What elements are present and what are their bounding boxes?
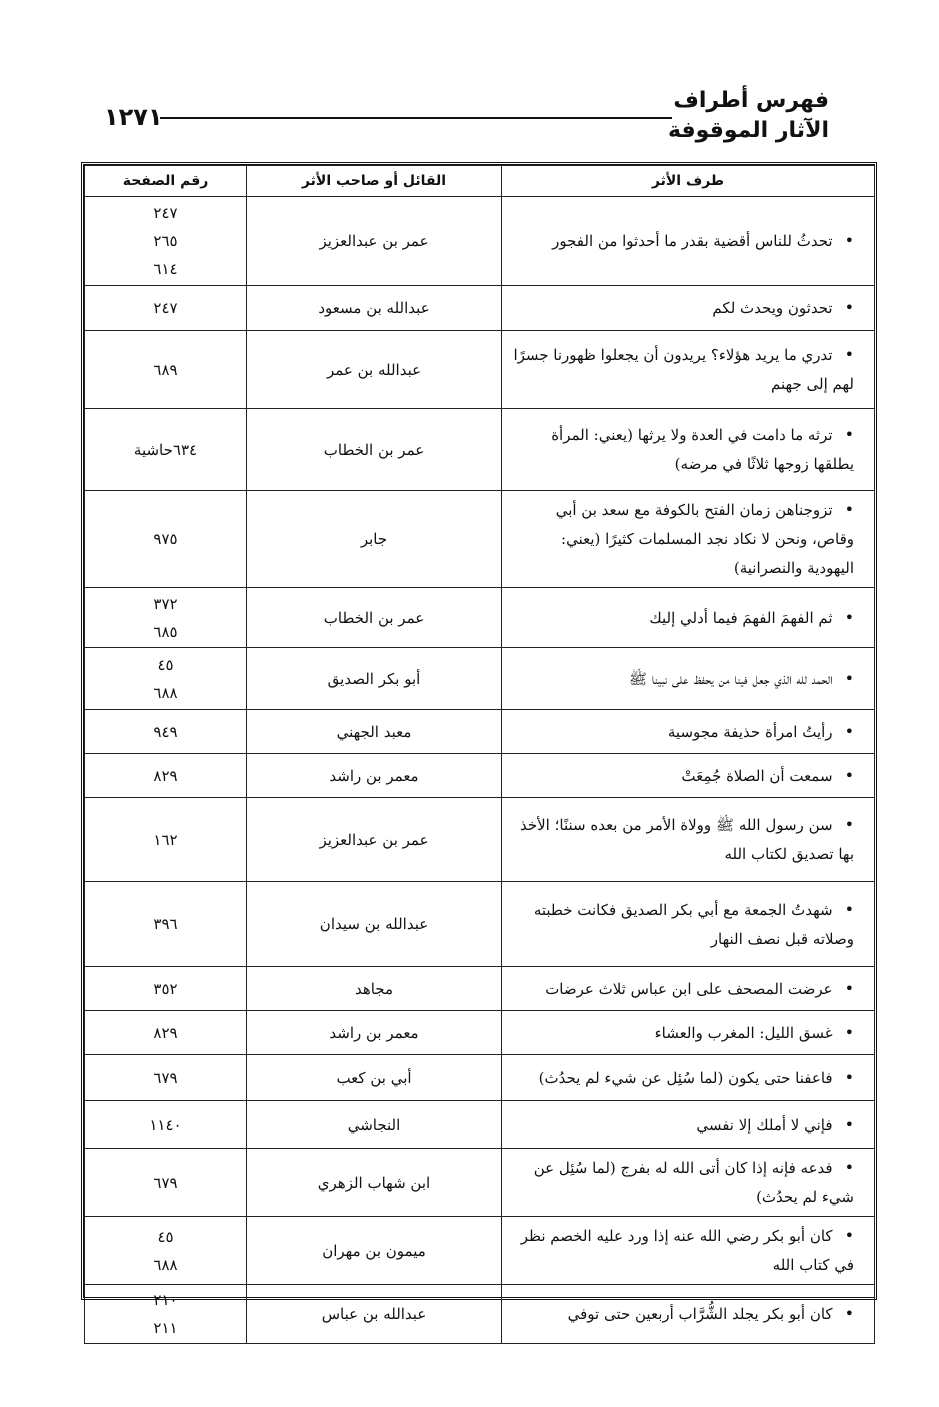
index-title <box>668 86 829 146</box>
athar-text: فدعه فإنه إذا كان أتى الله له بفرج (لما سُئِل عن شيء لم يحدُث) <box>533 1159 854 1206</box>
table-row <box>85 1101 875 1149</box>
page-ref: ٦٨٥ <box>153 622 178 641</box>
table-row <box>85 1055 875 1101</box>
page-refs-cell <box>85 286 247 331</box>
athar-text: ثم الفهمَ الفهمَ فيما أدلي إليك <box>649 608 833 627</box>
page-refs-cell <box>85 967 247 1011</box>
athar-text: غسق الليل: المغرب والعشاء <box>654 1023 833 1042</box>
page-ref: ٣٧٢ <box>153 594 178 613</box>
table-row <box>85 882 875 967</box>
table-row <box>85 648 875 710</box>
athar-author: معبد الجهني <box>247 710 502 754</box>
bullet-icon: • <box>844 1067 854 1087</box>
page-ref: ٦١٤ <box>153 260 178 278</box>
page-ref: ٦٣٤حاشية <box>133 440 198 459</box>
table-row <box>85 331 875 409</box>
column-header-text: طرف الأثر <box>502 166 875 197</box>
page-refs-cell <box>85 409 247 491</box>
athar-text-cell <box>502 648 875 710</box>
athar-text: عرضت المصحف على ابن عباس ثلاث عرضات <box>545 979 833 998</box>
athar-text: سمعت أن الصلاة جُمِعَتْ <box>681 766 833 785</box>
page-refs-cell <box>85 197 247 286</box>
table-row <box>85 710 875 754</box>
table-row <box>85 409 875 491</box>
table-header-row <box>85 166 875 197</box>
athar-author: ابن شهاب الزهري <box>247 1149 502 1217</box>
header-rule <box>160 117 672 119</box>
athar-author: أبي بن كعب <box>247 1055 502 1101</box>
athar-author: جابر <box>247 491 502 588</box>
athar-text-cell <box>502 197 875 286</box>
bullet-icon: • <box>844 978 854 998</box>
athar-text-cell <box>502 798 875 882</box>
athar-text-cell <box>502 710 875 754</box>
page-ref: ٨٢٩ <box>153 1023 178 1042</box>
page-ref: ٩٤٩ <box>153 722 178 741</box>
athar-text-cell <box>502 588 875 648</box>
bullet-icon: • <box>844 425 854 444</box>
table-row <box>85 197 875 286</box>
athar-author: ميمون بن مهران <box>247 1217 502 1285</box>
athar-index-table <box>84 165 875 1344</box>
athar-text: ترثه ما دامت في العدة ولا يرثها (يعني: المرأة يطلقها زوجها ثلاثًا في مرضه) <box>551 426 854 473</box>
athar-author: عبدالله بن سيدان <box>247 882 502 967</box>
index-title-line1: فهرس أطراف <box>673 88 829 113</box>
page-ref: ١١٤٠ <box>149 1115 182 1134</box>
bullet-icon: • <box>844 1304 854 1323</box>
bullet-icon: • <box>844 815 854 834</box>
athar-author: عمر بن عبدالعزيز <box>247 197 502 286</box>
page-ref: ٣٥٢ <box>153 979 178 998</box>
athar-text-cell <box>502 1217 875 1285</box>
page-ref: ٢٤٧ <box>153 204 178 222</box>
column-header-page: رقم الصفحة <box>85 166 247 197</box>
athar-text-cell <box>502 1011 875 1055</box>
page-ref: ٦٨٩ <box>153 360 178 379</box>
page-ref: ٦٨٨ <box>153 1255 178 1274</box>
page-ref: ٢١٠ <box>153 1291 178 1309</box>
page-refs-cell <box>85 588 247 648</box>
page-refs-cell <box>85 1055 247 1101</box>
page-ref: ٣٩٦ <box>153 915 178 933</box>
bullet-icon: • <box>844 298 854 317</box>
table-row <box>85 1011 875 1055</box>
table-row <box>85 798 875 882</box>
page-ref: ٢٦٥ <box>153 232 178 250</box>
athar-author: عبدالله بن مسعود <box>247 286 502 331</box>
bullet-icon: • <box>844 1226 854 1245</box>
athar-text: تدري ما يريد هؤلاء؟ يريدون أن يجعلوا ظهورنا جسرًا لهم إلى جهنم <box>513 346 854 393</box>
page-refs-cell <box>85 331 247 409</box>
table-row <box>85 967 875 1011</box>
index-title-line2: الآثار الموقوفة <box>667 118 829 143</box>
table-row <box>85 588 875 648</box>
athar-text-cell <box>502 491 875 588</box>
athar-author: معمر بن راشد <box>247 1011 502 1055</box>
athar-text-cell <box>502 1149 875 1217</box>
athar-text: تزوجناهن زمان الفتح بالكوفة مع سعد بن أبي وقاص، ونحن لا نكاد نجد المسلمات كثيرًا (يعني: اليهودية والنصرانية) <box>555 501 854 577</box>
bullet-icon: • <box>844 668 854 688</box>
page-refs-cell <box>85 1285 247 1344</box>
athar-author: عبدالله بن عباس <box>247 1285 502 1344</box>
athar-author: أبو بكر الصديق <box>247 648 502 710</box>
column-header-author: القائل أو صاحب الأثر <box>247 166 502 197</box>
page-ref: ٦٧٩ <box>153 1068 178 1087</box>
bullet-icon: • <box>844 500 854 519</box>
athar-text: الحمد لله الذي جعل فينا من يحفظ على نبينا ﷺ <box>628 669 833 688</box>
table-row <box>85 1217 875 1285</box>
athar-text-cell <box>502 1285 875 1344</box>
page-ref: ٤٥ <box>157 1227 174 1246</box>
table-row <box>85 1285 875 1344</box>
athar-text: تحدثون ويحدث لكم <box>712 299 833 317</box>
athar-author: عبدالله بن عمر <box>247 331 502 409</box>
athar-text: رأيتُ امرأة حذيفة مجوسية <box>667 722 833 741</box>
page-ref: ٦٨٨ <box>153 683 178 702</box>
athar-author: عمر بن الخطاب <box>247 409 502 491</box>
athar-text-cell <box>502 1055 875 1101</box>
athar-author: عمر بن عبدالعزيز <box>247 798 502 882</box>
page-ref: ٢٤٧ <box>153 299 178 317</box>
table-row <box>85 754 875 798</box>
page-ref: ٩٧٥ <box>153 530 178 548</box>
athar-author: النجاشي <box>247 1101 502 1149</box>
bullet-icon: • <box>844 765 854 785</box>
page-refs-cell <box>85 1101 247 1149</box>
bullet-icon: • <box>844 1114 854 1134</box>
page-ref: ٢١١ <box>153 1319 178 1337</box>
athar-text: شهدتُ الجمعة مع أبي بكر الصديق فكانت خطبته وصلاته قبل نصف النهار <box>533 900 854 948</box>
athar-text-cell <box>502 882 875 967</box>
page-refs-cell <box>85 1149 247 1217</box>
bullet-icon: • <box>844 899 854 919</box>
page-number: ١٢٧١ <box>104 103 163 131</box>
athar-text: فاعفنا حتى يكون (لما سُئِل عن شيء لم يحدُث) <box>538 1068 833 1087</box>
bullet-icon: • <box>844 1022 854 1042</box>
athar-text-cell <box>502 331 875 409</box>
bullet-icon: • <box>844 607 854 627</box>
bullet-icon: • <box>844 231 854 250</box>
bullet-icon: • <box>844 345 854 364</box>
page-refs-cell <box>85 798 247 882</box>
table-row <box>85 286 875 331</box>
athar-text-cell <box>502 967 875 1011</box>
page-refs-cell <box>85 491 247 588</box>
athar-author: عمر بن الخطاب <box>247 588 502 648</box>
athar-text: كان أبو بكر رضي الله عنه إذا ورد عليه الخصم نظر في كتاب الله <box>520 1227 854 1274</box>
athar-text: كان أبو بكر يجلد الشُّرَّاب أربعين حتى توفي <box>567 1305 833 1323</box>
bullet-icon: • <box>844 721 854 741</box>
page-refs-cell <box>85 754 247 798</box>
page-ref: ٤٥ <box>157 655 174 674</box>
table-row <box>85 1149 875 1217</box>
athar-text: تحدثُ للناس أقضية بقدر ما أحدثوا من الفجور <box>552 232 833 250</box>
athar-text-cell <box>502 1101 875 1149</box>
athar-text-cell <box>502 754 875 798</box>
athar-text-cell <box>502 409 875 491</box>
page-refs-cell <box>85 882 247 967</box>
athar-text: سن رسول الله ﷺ وولاة الأمر من بعده سننًا؛ الأخذ بها تصديق لكتاب الله <box>519 816 854 863</box>
page-ref: ٦٧٩ <box>153 1173 178 1192</box>
bullet-icon: • <box>844 1158 854 1177</box>
athar-author: معمر بن راشد <box>247 754 502 798</box>
page-refs-cell <box>85 1011 247 1055</box>
athar-text: فإني لا أملك إلا نفسي <box>696 1115 833 1134</box>
page-refs-cell <box>85 1217 247 1285</box>
page-refs-cell <box>85 710 247 754</box>
page-ref: ١٦٢ <box>153 830 178 849</box>
table-row <box>85 491 875 588</box>
athar-author: مجاهد <box>247 967 502 1011</box>
page-refs-cell <box>85 648 247 710</box>
athar-text-cell <box>502 286 875 331</box>
page-ref: ٨٢٩ <box>153 766 178 785</box>
